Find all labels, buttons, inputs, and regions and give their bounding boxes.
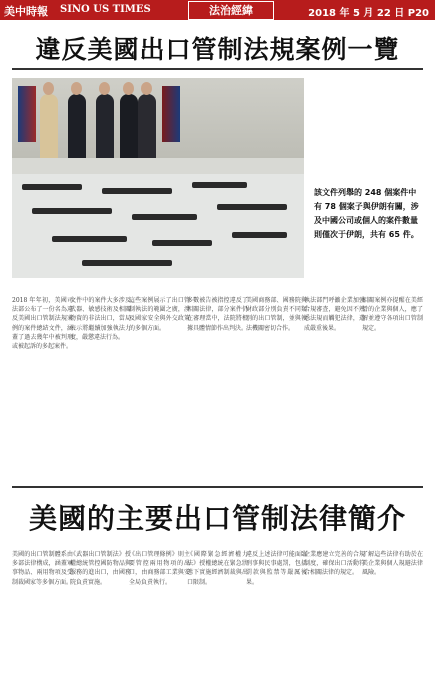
rifle-icon xyxy=(102,188,172,194)
person-head xyxy=(71,82,82,95)
person-head xyxy=(141,82,152,95)
rifle-icon xyxy=(22,184,82,190)
article2-column: 了解這些法律有助於在美企業與個人規避法律風險。 xyxy=(362,551,423,577)
article2-column: 美國的出口管制體系由多部法律構成，涵蓋軍事物品、兩用物項及受制裁國家等多個方面。 xyxy=(12,551,73,586)
divider xyxy=(12,68,423,70)
divider xyxy=(12,486,423,488)
rifle-icon xyxy=(232,232,287,238)
rifle-icon xyxy=(192,182,247,188)
flag-icon xyxy=(162,86,180,142)
article2-column: 違反上述法律可能面臨刑事與民事處罰，包括罰款與監禁等嚴厲後果。 xyxy=(246,551,307,586)
article1-column: 這些案例展示了出口管制執法的範圍之廣，涉及國家安全與外交政策的多個方面。 xyxy=(129,297,190,332)
person-figure xyxy=(40,94,58,158)
article1-photo xyxy=(12,78,304,278)
article2-headline: 美國的主要出口管制法律簡介 xyxy=(28,502,406,535)
article2-column: 《國際緊急經濟權力法》授權總統在緊急狀態下實施經濟制裁與出口限制。 xyxy=(187,551,248,586)
person-head xyxy=(123,82,134,95)
weapons-table xyxy=(12,174,304,278)
rifle-icon xyxy=(217,204,287,210)
rifle-icon xyxy=(132,214,197,220)
person-figure xyxy=(138,94,156,158)
article2-column: 《武器出口管制法》授權總統管控國防物品與服務的進出口，由國務院負責實施。 xyxy=(70,551,131,586)
article2-body xyxy=(12,550,423,696)
person-figure xyxy=(120,94,138,158)
brand-logo: 美中時報 xyxy=(4,5,48,18)
article1-column: 相關案例亦提醒在美經營的企業與個人，應了解並遵守各項出口管制規定。 xyxy=(362,297,423,332)
person-head xyxy=(99,82,110,95)
pull-quote: 該文件列舉的 248 個案件中有 78 個案子與伊朗有關，涉及中國公司或個人的案件數量則僅次于伊朗，共有 65 件。 xyxy=(314,188,419,239)
article1-column: 多數被告被指控違反了相關法律，部分案件仍在審理當中，法院將根據具體情節作出判決。 xyxy=(187,297,248,332)
section-label: 法治經緯 xyxy=(188,1,274,20)
rifle-icon xyxy=(152,240,212,246)
article1-column: 執法部門呼籲企業加強合規審查，避免因不熟悉法規而觸犯法律，造成嚴重後果。 xyxy=(304,297,365,332)
article1-column: 2018 年年初，美國司法部公布了一份名為違反美國出口管制法規案例的案件總結文件，涵蓋了過去幾年中被判刑或被起訴的多起案件。 xyxy=(12,297,73,351)
article1-column: 美國商務部、國務院與財政部分別負責不同類別的出口管制，並與執法機關密切合作。 xyxy=(246,297,307,332)
article2-column: 企業應建立完善的合規制度，確保出口活動符合相關法律的規定。 xyxy=(304,551,365,577)
person-figure xyxy=(96,94,114,158)
article1-body xyxy=(12,296,423,476)
flag-icon xyxy=(18,86,36,142)
article1-column: 文件中的案件大多涉及武器、敏感技術及相關物資的非法出口，當局表示將繼續加強執法力度，嚴懲違法行為。 xyxy=(70,297,131,341)
rifle-icon xyxy=(82,260,172,266)
brand-subtitle: SINO US TIMES xyxy=(60,4,151,15)
article2-column: 《出口管理條例》則主要管控兩用物項的出口，由商務部工業與安全局負責執行。 xyxy=(129,551,190,586)
article1-headline: 違反美國出口管制法規案例一覽 xyxy=(35,35,400,64)
issue-date: 2018 年 5 月 22 日 P20 xyxy=(308,8,429,19)
page-header xyxy=(0,0,435,20)
rifle-icon xyxy=(52,236,127,242)
person-head xyxy=(43,82,54,95)
rifle-icon xyxy=(32,208,112,214)
person-figure xyxy=(68,94,86,158)
